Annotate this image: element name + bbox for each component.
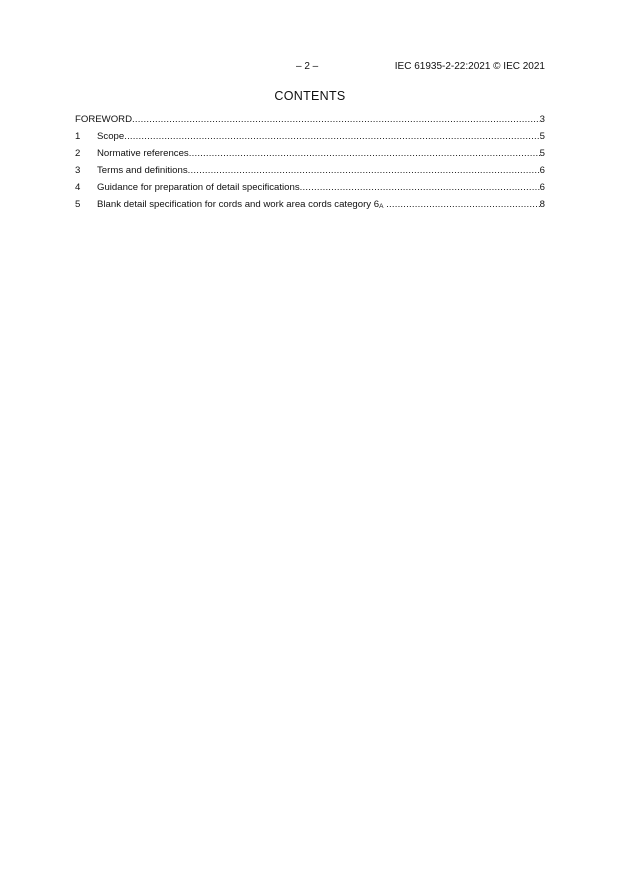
toc-entry-number: 4: [75, 182, 81, 193]
toc-dot-leader: [188, 164, 540, 177]
table-of-contents: [75, 113, 545, 215]
toc-entry-page: 6: [539, 182, 545, 193]
toc-dot-leader: [189, 147, 540, 160]
toc-entry-guidance[interactable]: [75, 181, 545, 198]
toc-entry-number: 2: [75, 148, 81, 159]
toc-dot-leader: [300, 181, 540, 194]
page-title: CONTENTS: [274, 89, 346, 103]
toc-entry-label: Scope: [97, 131, 125, 142]
toc-dot-leader: [386, 198, 540, 211]
toc-dot-leader: [124, 130, 539, 143]
toc-entry-terms-and-definitions[interactable]: [75, 164, 545, 181]
toc-dot-leader: [132, 113, 540, 126]
toc-entry-scope[interactable]: [75, 130, 545, 147]
toc-entry-label: [97, 198, 386, 213]
document-id: IEC 61935-2-22:2021 © IEC 2021: [394, 61, 545, 72]
toc-entry-label: FOREWORD: [75, 114, 133, 125]
toc-entry-blank-detail-specification[interactable]: [75, 198, 545, 215]
toc-entry-page: 3: [539, 114, 545, 125]
toc-entry-label: Normative references: [97, 148, 189, 159]
toc-entry-normative-references[interactable]: [75, 147, 545, 164]
toc-entry-page: 5: [539, 131, 545, 142]
toc-entry-label-subscript: A: [379, 203, 384, 210]
toc-entry-number: 3: [75, 165, 81, 176]
page-header: [0, 61, 620, 75]
toc-entry-label: Terms and definitions: [97, 165, 188, 176]
toc-entry-page: 6: [539, 165, 545, 176]
page-number: – 2 –: [296, 61, 319, 72]
toc-entry-number: 5: [75, 199, 81, 210]
toc-entry-page: 5: [539, 148, 545, 159]
toc-entry-number: 1: [75, 131, 81, 142]
toc-entry-label-text: Blank detail specification for cords and work area cords category 6: [97, 199, 380, 210]
toc-entry-page: 8: [539, 199, 545, 210]
toc-entry-label: Guidance for preparation of detail specifications: [97, 182, 300, 193]
toc-entry-foreword[interactable]: [75, 113, 545, 130]
